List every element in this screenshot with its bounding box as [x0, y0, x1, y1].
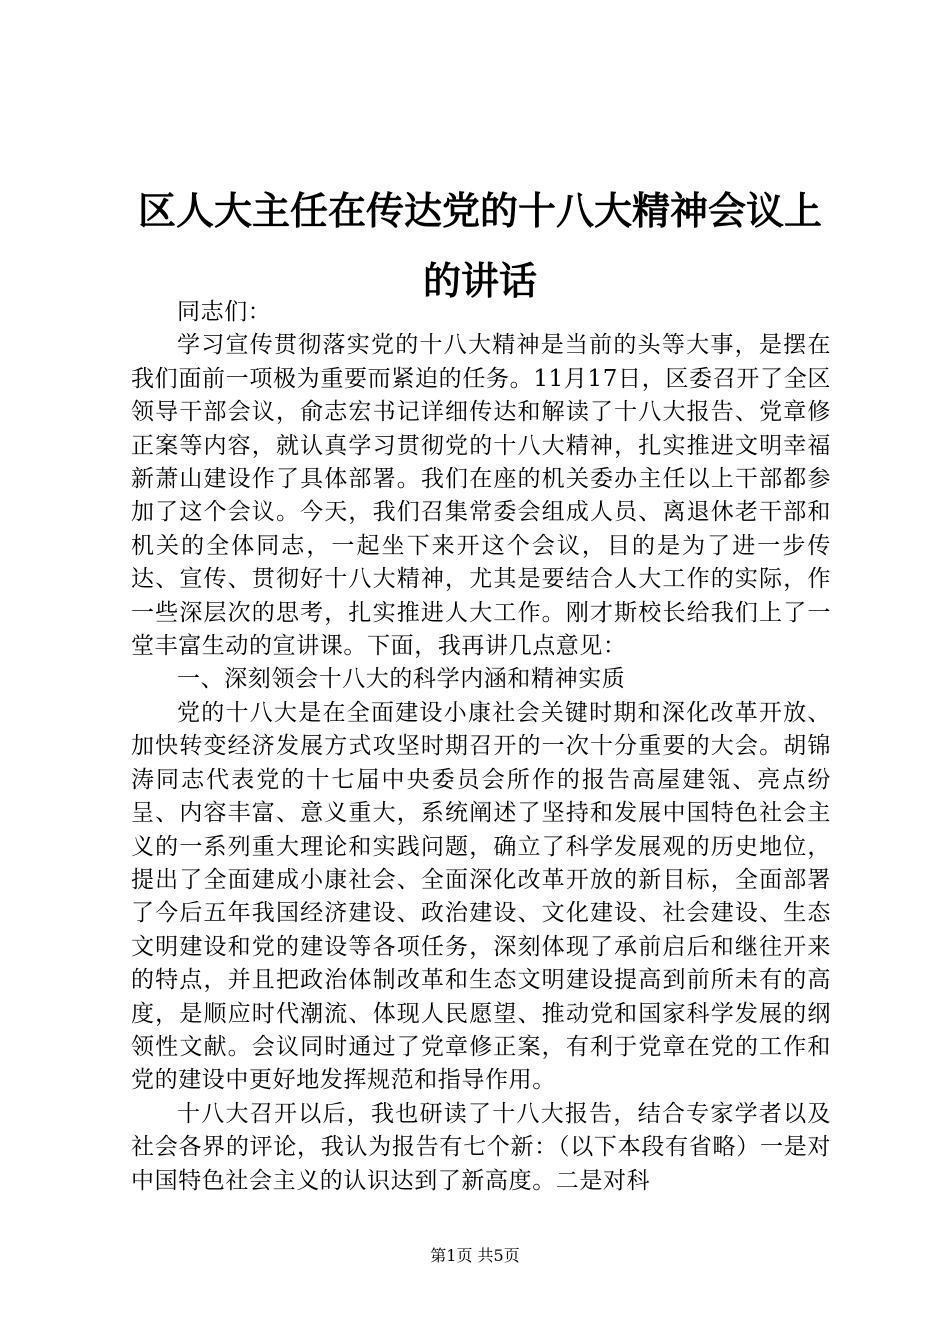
body-paragraph: 学习宣传贯彻落实党的十八大精神是当前的头等大事，是摆在我们面前一项极为重要而紧迫的任务。11月17日，区委召开了全区领导干部会议，俞志宏书记详细传达和解读了十八大报告、党章修正案等内容，就认真学习贯彻党的十八大精神，扎实推进文明幸福新萧山建设作了具体部署。我们在座的机关委办主任以上干部都参加了这个会议。今天，我们召集常委会组成人员、离退休老干部和机关的全体同志，一起坐下来开这个会议，目的是为了进一步传达、宣传、贯彻好十八大精神，尤其是要结合人大工作的实际，作一些深层次的思考，扎实推进人大工作。刚才斯校长给我们上了一堂丰富生动的宣讲课。下面，我再讲几点意见： [131, 332, 831, 660]
salutation: 同志们： [177, 299, 272, 325]
section-heading: 一、深刻领会十八大的科学内涵和精神实质 [177, 666, 626, 693]
page-footer: 第1页 共5页 [430, 1246, 520, 1265]
body-paragraph: 十八大召开以后，我也研读了十八大报告，结合专家学者以及社会各界的评论，我认为报告有七个新：（以下本段有省略）一是对中国特色社会主义的认识达到了新高度。二是对科 [131, 1100, 831, 1194]
document-body [131, 296, 831, 1198]
document-title: 区人大主任在传达党的十八大精神会议上的讲话 [137, 188, 822, 303]
body-paragraph: 党的十八大是在全面建设小康社会关键时期和深化改革开放、加快转变经济发展方式攻坚时期召开的一次十分重要的大会。胡锦涛同志代表党的十七届中央委员会所作的报告高屋建瓴、亮点纷呈、内容丰富、意义重大，系统阐述了坚持和发展中国特色社会主义的一系列重大理论和实践问题，确立了科学发展观的历史地位，提出了全面建成小康社会、全面深化改革开放的新目标，全面部署了今后五年我国经济建设、政治建设、文化建设、社会建设、生态文明建设和党的建设等各项任务，深刻体现了承前启后和继往开来的特点，并且把政治体制改革和生态文明建设提高到前所未有的高度，是顺应时代潮流、体现人民愿望、推动党和国家科学发展的纲领性文献。会议同时通过了党章修正案，有利于党章在党的工作和党的建设中更好地发挥规范和指导作用。 [131, 699, 831, 1094]
